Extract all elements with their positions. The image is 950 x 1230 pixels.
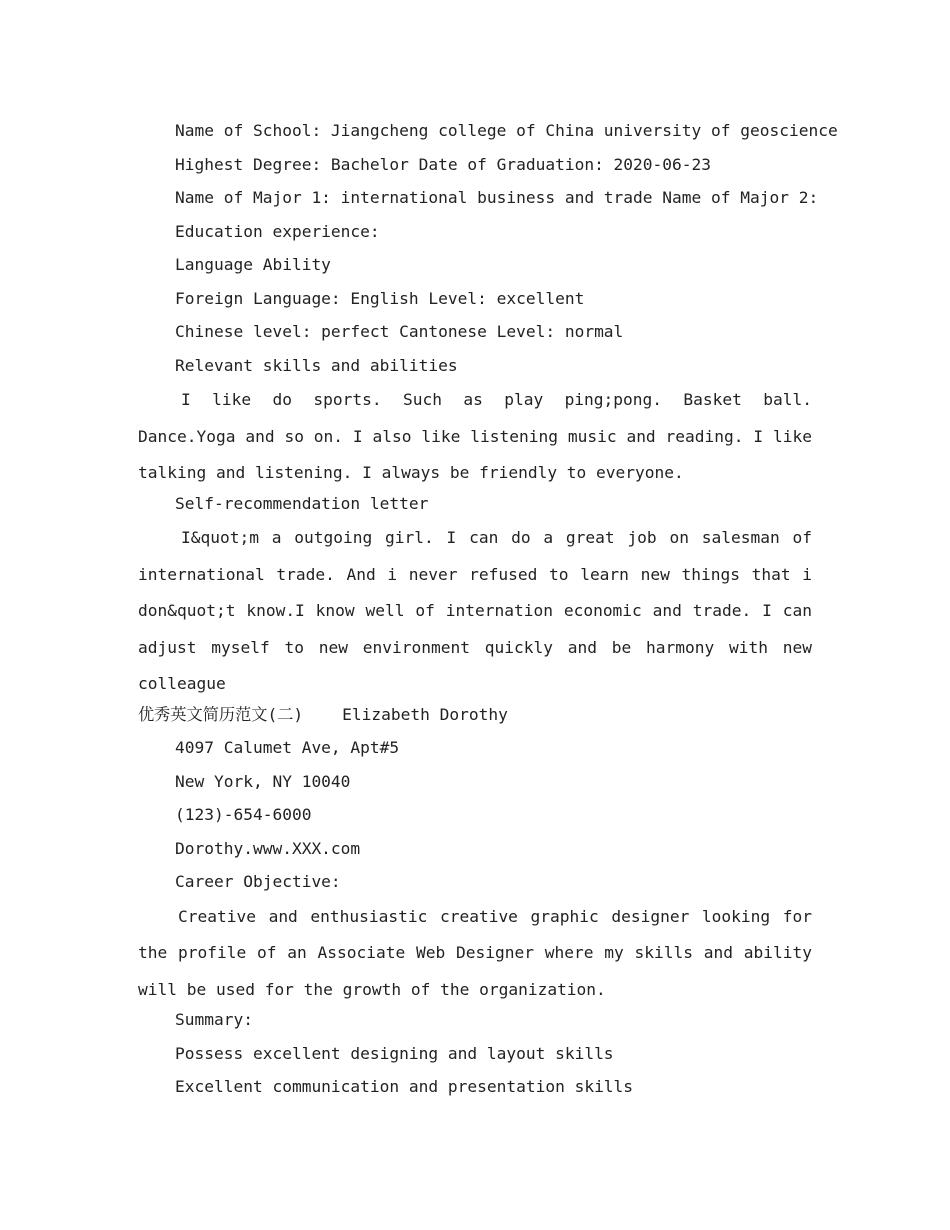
career-objective-heading: Career Objective:: [175, 872, 341, 891]
summary-item-2: Excellent communication and presentation skills: [175, 1077, 634, 1096]
foreign-language-line: Foreign Language: English Level: excellent: [175, 288, 585, 308]
summary-heading: Summary:: [175, 1010, 253, 1029]
section-title: 优秀英文简历范文(二): [138, 704, 304, 724]
summary-item-1: Possess excellent designing and layout skills: [175, 1043, 614, 1063]
career-objective-text: Creative and enthusiastic creative graphic designer looking for the profile of an Associate Web Designer where my skills and ability will be used for the growth of the organization.: [138, 906, 812, 999]
skills-paragraph: [138, 382, 812, 492]
address-line-2: New York, NY 10040: [175, 771, 351, 791]
website-line: Dorothy.www.XXX.com: [175, 838, 361, 858]
skills-heading: Relevant skills and abilities: [175, 355, 458, 375]
section-title-line: [138, 702, 812, 736]
language-ability-heading: Language Ability: [175, 255, 331, 274]
education-heading: Education experience:: [175, 221, 380, 241]
chinese-level-line: Chinese level: perfect Cantonese Level: normal: [175, 322, 624, 341]
degree-line: Highest Degree: Bachelor Date of Graduation: 2020-06-23: [175, 154, 712, 174]
self-recommendation-text: I&quot;m a outgoing girl. I can do a great job on salesman of international trade. And i never refused to learn new things that i don&quot;t know.I know well of internation economic and trade. I can adjust myself to new environment quickly and be harmony with new colleague: [138, 528, 812, 693]
school-line: Name of School: Jiangcheng college of China university of geoscience: [175, 121, 838, 140]
phone-line: (123)-654-6000: [175, 805, 312, 824]
applicant-name: Elizabeth Dorothy: [342, 704, 508, 724]
resume-body: [138, 118, 838, 1108]
career-objective-paragraph: [138, 899, 812, 1009]
major-line: Name of Major 1: international business and trade Name of Major 2:: [175, 188, 819, 207]
self-recommendation-paragraph: [138, 520, 812, 703]
self-recommendation-heading: Self-recommendation letter: [175, 493, 429, 513]
skills-text: I like do sports. Such as play ping;pong. Basket ball. Dance.Yoga and so on. I also like listening music and reading. I like talking and listening. I always be friendly to everyone.: [138, 390, 812, 482]
address-line-1: 4097 Calumet Ave, Apt#5: [175, 738, 400, 757]
